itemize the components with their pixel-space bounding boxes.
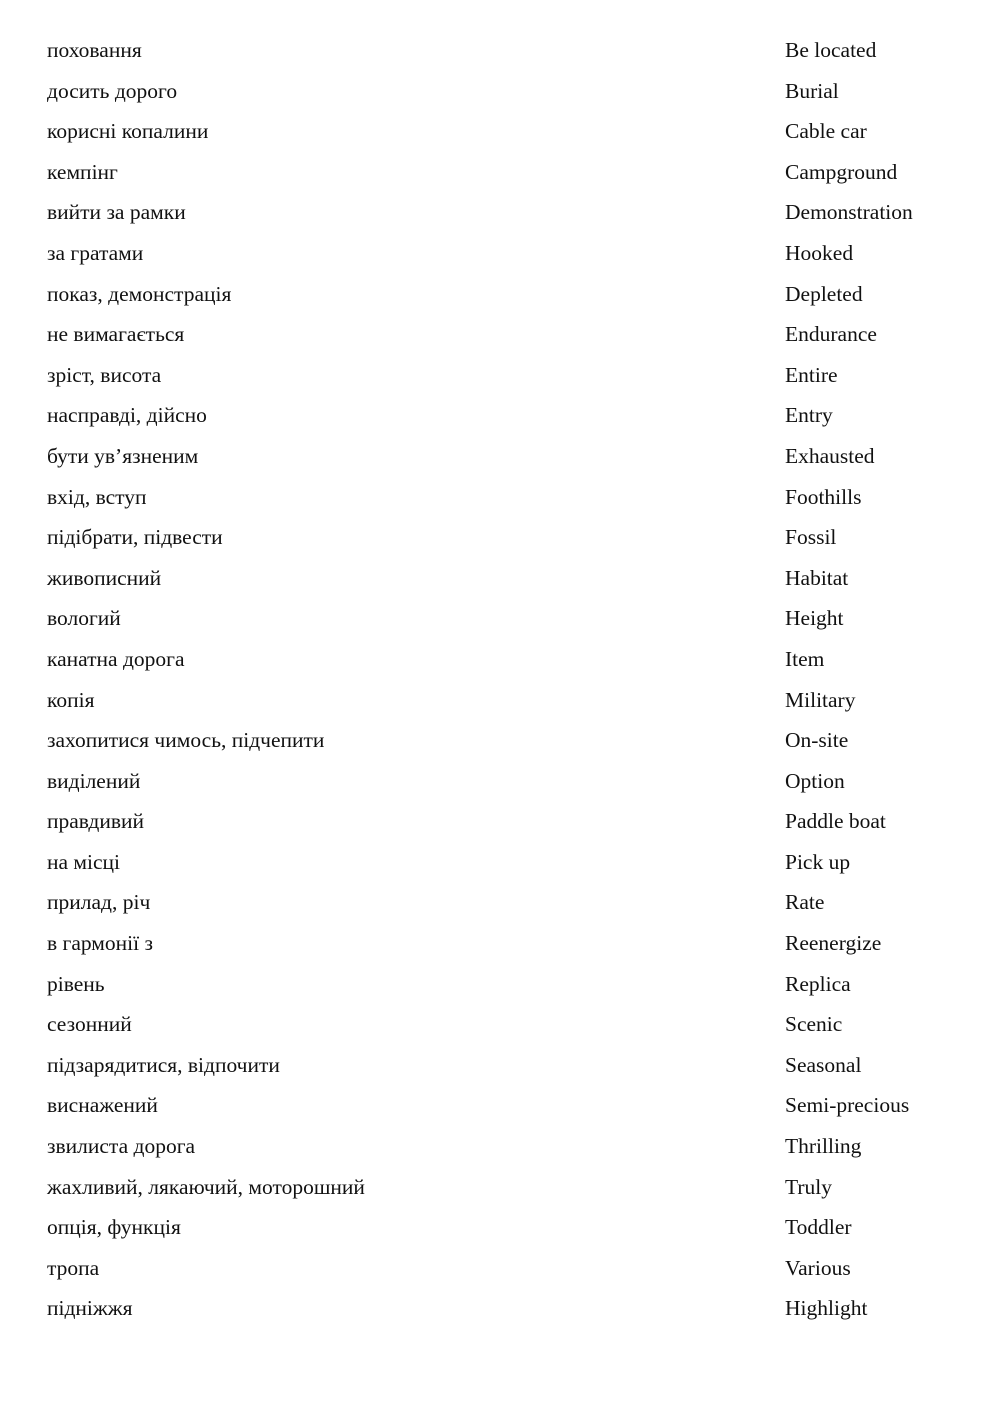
english-word: Hooked [785,240,854,265]
english-word: Item [785,646,825,671]
english-word: Entry [785,403,833,428]
ukrainian-word: тропа [47,1255,100,1280]
ukrainian-word: підзарядитися, відпочити [47,1052,280,1077]
english-word: Cable car [785,119,867,144]
ukrainian-word: на місці [47,849,121,874]
ukrainian-word: не вимагається [47,322,185,347]
english-word: Endurance [785,322,877,347]
english-word: Highlight [785,1296,868,1321]
english-word: Paddle boat [785,809,886,834]
ukrainian-word: рівень [47,971,105,996]
ukrainian-word: показ, демонстрація [47,281,232,306]
ukrainian-word: прилад, річ [47,890,151,915]
ukrainian-word: поховання [47,38,142,62]
ukrainian-word: корисні копалини [47,119,209,144]
english-word: Habitat [785,565,849,590]
ukrainian-word: виснажений [47,1093,158,1118]
english-word: Height [785,606,844,631]
english-word: Burial [785,78,839,103]
english-word: Be located [785,38,877,62]
english-word: Option [785,768,845,793]
ukrainian-word: вийти за рамки [47,200,186,225]
ukrainian-word: жахливий, лякаючий, моторошний [47,1174,365,1199]
english-word: Scenic [785,1012,843,1037]
english-word-list [785,30,995,1329]
english-word: Seasonal [785,1052,862,1077]
ukrainian-word: живописний [47,565,162,590]
english-word: Campground [785,159,898,184]
ukrainian-word: опція, функція [47,1215,181,1240]
ukrainian-word: за гратами [47,240,144,265]
ukrainian-word: підібрати, підвести [47,525,223,550]
english-word: Exhausted [785,443,875,468]
ukrainian-word: канатна дорога [47,646,185,671]
ukrainian-word: звилиста дорога [47,1134,196,1159]
english-word: Various [785,1255,851,1280]
ukrainian-word: вхід, вступ [47,484,147,509]
ukrainian-word: насправді, дійсно [47,403,207,428]
english-word: Entire [785,362,838,387]
english-word: Semi-precious [785,1093,910,1118]
ukrainian-word: сезонний [47,1012,132,1037]
english-word: Rate [785,890,825,915]
english-word: Thrilling [785,1134,862,1159]
english-word: Fossil [785,525,837,550]
ukrainian-word: бути ув’язненим [47,443,199,468]
ukrainian-word: правдивий [47,809,145,834]
ukrainian-word-list [47,30,647,1329]
english-word: Military [785,687,856,712]
english-word: Demonstration [785,200,913,225]
ukrainian-word: виділений [47,768,141,793]
english-word: Depleted [785,281,863,306]
english-word: Replica [785,971,851,996]
ukrainian-word: кемпінг [47,159,118,184]
ukrainian-word: підніжжя [47,1296,133,1321]
english-word: Truly [785,1174,833,1199]
english-word: Foothills [785,484,862,509]
ukrainian-word: захопитися чимось, підчепити [47,728,325,753]
ukrainian-word: досить дорого [47,78,178,103]
english-word: Toddler [785,1215,852,1240]
ukrainian-word: в гармонії з [47,931,153,956]
english-word: On-site [785,728,849,753]
english-word: Reenergize [785,931,882,956]
ukrainian-word: вологий [47,606,121,631]
english-word: Pick up [785,849,851,874]
ukrainian-word: копія [47,687,95,712]
ukrainian-word: зріст, висота [47,362,162,387]
